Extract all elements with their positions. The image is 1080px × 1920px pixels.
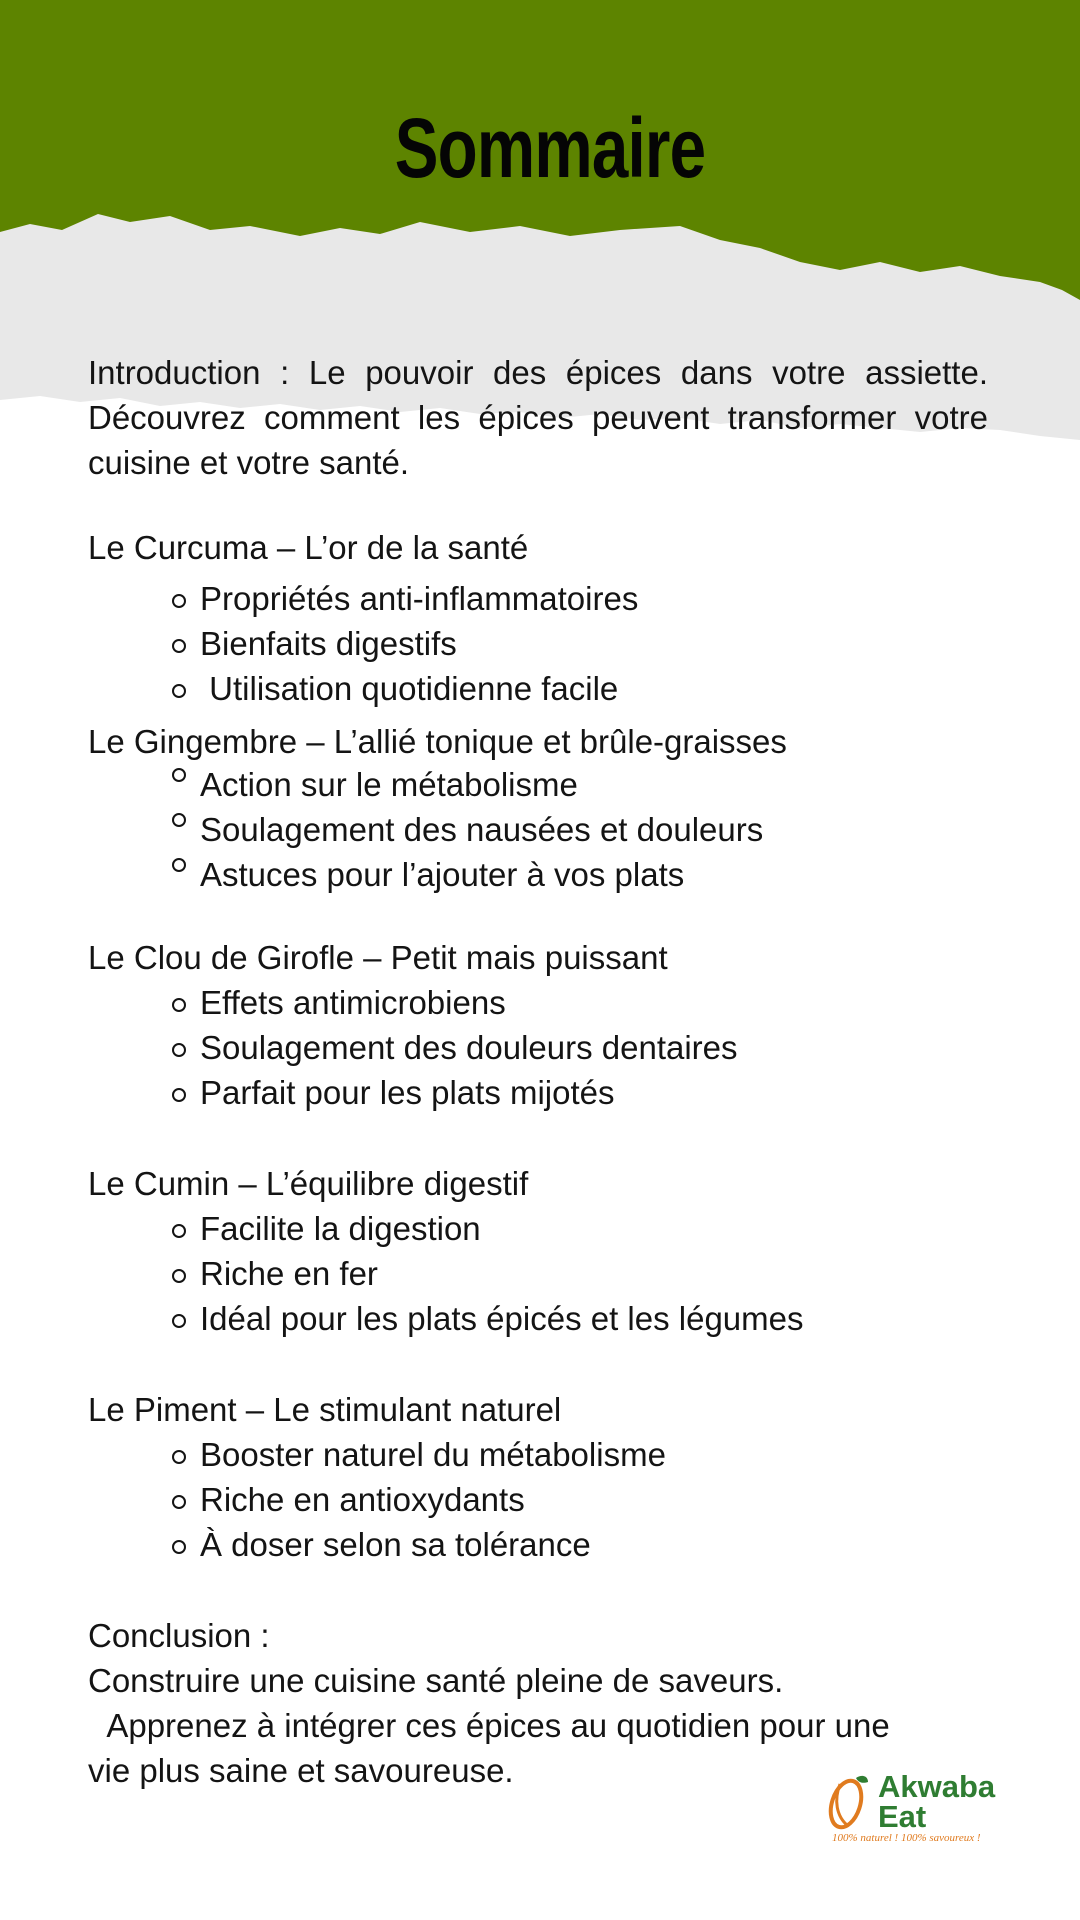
section-curcuma [88,525,988,711]
intro-paragraph: Introduction : Le pouvoir des épices dans votre assiette. Découvrez comment les épices peuvent transformer votre cuisine et votre santé. [88,354,988,481]
conclusion-heading: Conclusion : [88,1617,270,1654]
section-cumin [88,1161,988,1341]
section-title: Le Clou de Girofle – Petit mais puissant [88,939,668,976]
list-item: Propriétés anti-inflammatoires [200,576,988,621]
list-item: À doser selon sa tolérance [200,1522,988,1567]
conclusion-line: Construire une cuisine santé pleine de saveurs. [88,1662,784,1699]
logo-brand-line: Akwaba [878,1769,996,1804]
list-item: Astuces pour l’ajouter à vos plats [200,852,988,897]
logo-brand-line: Eat [878,1799,927,1834]
list-item: Riche en fer [200,1251,988,1296]
section-piment [88,1387,988,1567]
logo-tagline: 100% naturel ! 100% savoureux ! [832,1832,981,1844]
list-item: Parfait pour les plats mijotés [200,1070,988,1115]
list-item: Facilite la digestion [200,1206,988,1251]
page-title: Sommaire [394,101,706,195]
list-item: Booster naturel du métabolisme [200,1432,988,1477]
list-item: Soulagement des douleurs dentaires [200,1025,988,1070]
bullet-list [88,1206,988,1341]
cocoa-pod-icon [826,1772,870,1832]
list-item: Utilisation quotidienne facile [200,666,988,711]
list-item: Soulagement des nausées et douleurs [200,807,988,852]
section-title: Le Curcuma – L’or de la santé [88,529,529,566]
akwaba-eat-logo [826,1769,1006,1852]
logo-brand [878,1769,996,1834]
bullet-list [88,762,988,897]
section-title: Le Cumin – L’équilibre digestif [88,1165,529,1202]
list-item: Riche en antioxydants [200,1477,988,1522]
list-item: Action sur le métabolisme [200,762,988,807]
bullet-list [88,980,988,1115]
section-gingembre [88,719,988,897]
table-of-contents [88,350,988,1793]
list-item: Effets antimicrobiens [200,980,988,1025]
section-title: Le Piment – Le stimulant naturel [88,1391,562,1428]
list-item: Idéal pour les plats épicés et les légumes [200,1296,988,1341]
bullet-list [88,576,988,711]
bullet-list [88,1432,988,1567]
conclusion [88,1613,908,1793]
list-item: Bienfaits digestifs [200,621,988,666]
conclusion-line: Apprenez à intégrer ces épices au quotidien pour une vie plus saine et savoureuse. [88,1707,899,1789]
section-clou-de-girofle [88,935,988,1115]
section-title: Le Gingembre – L’allié tonique et brûle-graisses [88,723,787,760]
